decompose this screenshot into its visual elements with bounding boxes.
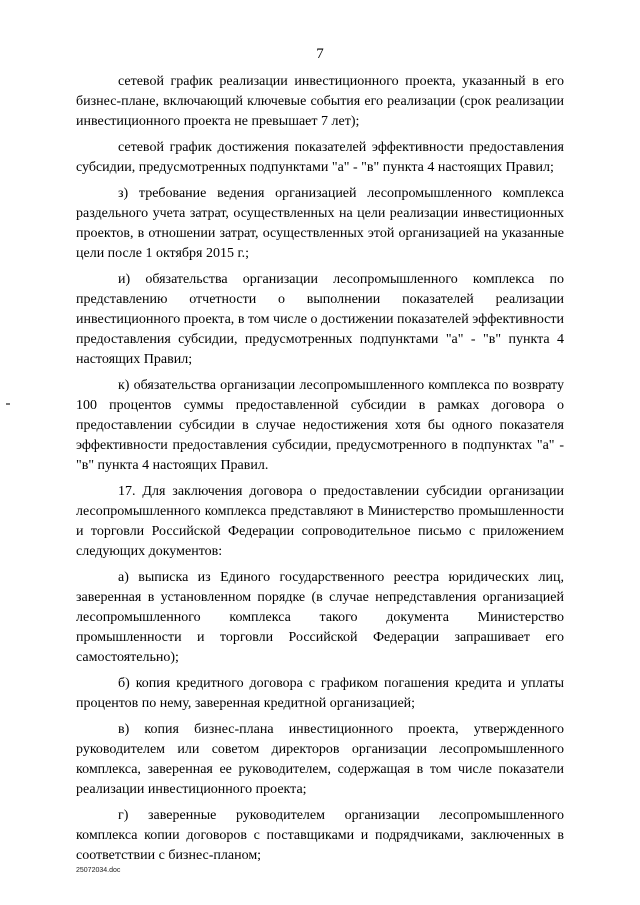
paragraph-item-i: и) обязательства организации лесопромышленного комплекса по представлению отчетности о выполнении показателей реализации инвестиционного проекта, в том числе о достижении показателей эффективности предоставления субсидии, предусмотренных подпунктами "а" - "в" пункта 4 настоящих Правил; [76, 272, 564, 367]
paragraph-item-g: г) заверенные руководителем организации лесопромышленного комплекса копии договоров с поставщиками и подрядчиками, заключенных в соответствии с бизнес-планом; [76, 808, 564, 863]
paragraph-item-v: в) копия бизнес-плана инвестиционного проекта, утвержденного руководителем или советом директоров организации лесопромышленного комплекса, заверенная ее руководителем, содержащая в том числе показатели реализации инвестиционного проекта; [76, 722, 564, 797]
paragraph-item-z: з) требование ведения организацией лесопромышленного комплекса раздельного учета затрат, осуществленных на цели реализации инвестиционных проектов, в отношении затрат, осуществленных этой организацией на указанные цели после 1 октября 2015 г.; [76, 186, 564, 261]
margin-scan-mark [6, 403, 10, 405]
paragraph-item-b: б) копия кредитного договора с графиком погашения кредита и уплаты процентов по нему, заверенная кредитной организацией; [76, 676, 564, 711]
document-body [76, 72, 564, 866]
paragraph-item-k: к) обязательства организации лесопромышленного комплекса по возврату 100 процентов суммы предоставленной субсидии в рамках договора о предоставлении субсидии в случае недостижения хотя бы одного показателя эффективности предоставления субсидии, предусмотренного в подпунктах "а" - "в" пункта 4 настоящих Правил. [76, 378, 564, 473]
footer-filename: 25072034.doc [76, 867, 121, 874]
paragraph-item-a: а) выписка из Единого государственного реестра юридических лиц, заверенная в установленном порядке (в случае непредставления организацией лесопромышленного комплекса такого документа Министерство промышленности и торговли Российской Федерации запрашивает его самостоятельно); [76, 570, 564, 665]
paragraph-17: 17. Для заключения договора о предоставлении субсидии организации лесопромышленного комплекса представляют в Министерство промышленности и торговли Российской Федерации сопроводительное письмо с приложением следующих документов: [76, 484, 564, 559]
paragraph-network-schedule-project: сетевой график реализации инвестиционного проекта, указанный в его бизнес-плане, включающий ключевые события его реализации (срок реализации инвестиционного проекта не превышает 7 лет); [76, 74, 564, 129]
paragraph-network-schedule-indicators: сетевой график достижения показателей эффективности предоставления субсидии, предусмотренных подпунктами "а" - "в" пункта 4 настоящих Правил; [76, 140, 564, 175]
page-number: 7 [316, 46, 324, 62]
